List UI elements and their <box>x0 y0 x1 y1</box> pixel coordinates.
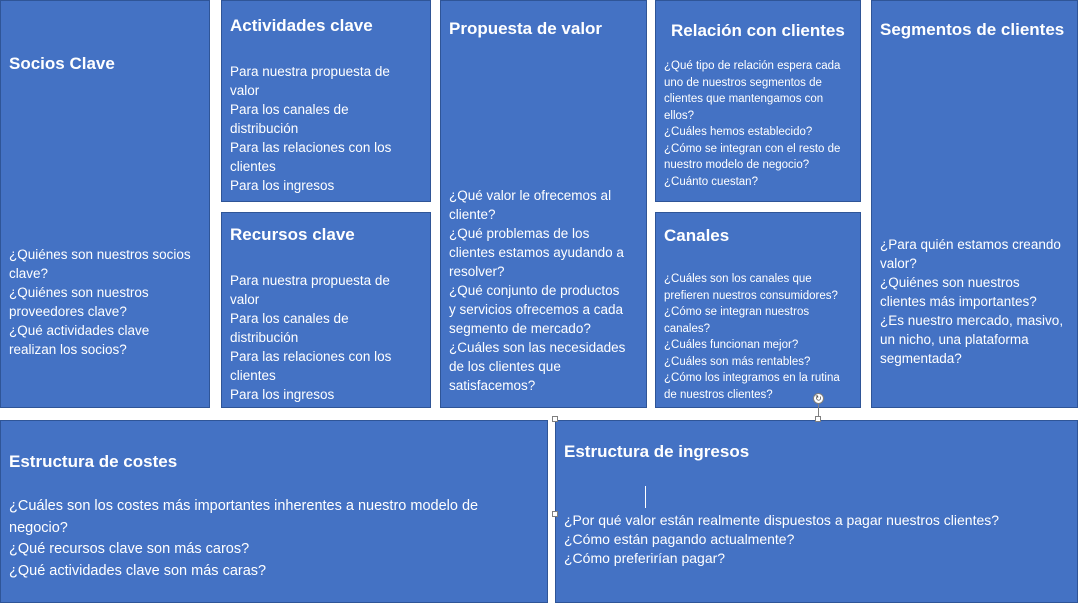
text-line: clave? <box>9 266 49 281</box>
text-line: Para los canales de <box>230 311 349 326</box>
recursos-clave-body <box>230 271 426 404</box>
text-line: ¿Qué valor le ofrecemos al <box>449 188 612 203</box>
text-line: valor <box>230 83 260 98</box>
segmentos-clientes-title: Segmentos de clientes <box>880 20 1065 39</box>
text-line: ¿Cómo se integran nuestros <box>664 306 810 318</box>
text-line: Para nuestra propuesta de <box>230 273 390 288</box>
relacion-clientes-block[interactable] <box>655 0 861 202</box>
text-line: un nicho, una plataforma <box>880 332 1029 347</box>
relacion-clientes-body <box>664 58 856 190</box>
text-line: valor <box>230 292 260 307</box>
text-line: ¿Qué problemas de los <box>449 226 590 241</box>
resize-handle-middle-left[interactable] <box>552 511 558 517</box>
propuesta-valor-body <box>449 186 642 395</box>
text-line: ¿Cómo los integramos en la rutina <box>664 372 840 384</box>
text-line: ¿Cuáles son más rentables? <box>664 355 811 368</box>
text-cursor <box>645 486 646 508</box>
text-line: clientes que mantengamos con <box>664 93 824 105</box>
text-line: Para las relaciones con los <box>230 140 392 155</box>
text-line: ¿Qué actividades clave <box>9 323 150 338</box>
text-line: Para nuestra propuesta de <box>230 64 390 79</box>
text-line: ¿Quiénes son nuestros <box>880 275 1020 290</box>
text-line: ¿Quiénes son nuestros socios <box>9 247 191 262</box>
canales-body <box>664 271 856 403</box>
text-line: clientes <box>230 159 276 174</box>
estructura-costes-block[interactable] <box>0 420 548 603</box>
text-line: ¿Qué actividades clave son más caras? <box>9 562 267 579</box>
text-line: Para los ingresos <box>230 178 335 193</box>
text-line: y servicios ofrecemos a cada <box>449 302 624 317</box>
text-line: clientes estamos ayudando a <box>449 245 624 260</box>
text-line: ¿Cómo preferirían pagar? <box>564 550 726 566</box>
text-line: canales? <box>664 322 711 335</box>
socios-clave-body <box>9 245 205 359</box>
text-line: ¿Cuáles son los costes más importantes inherentes a nuestro modelo de <box>9 498 479 514</box>
text-line: ¿Para quién estamos creando <box>880 237 1061 252</box>
text-line: ¿Cómo están pagando actualmente? <box>564 531 795 547</box>
resize-handle-top-middle[interactable] <box>815 416 821 422</box>
text-line: Para los canales de <box>230 102 349 117</box>
text-line: de nuestros clientes? <box>664 388 773 401</box>
canales-block[interactable] <box>655 212 861 408</box>
rotate-handle-icon[interactable]: ↻ <box>813 393 824 404</box>
propuesta-valor-block[interactable] <box>440 0 647 408</box>
estructura-ingresos-body <box>564 511 1073 568</box>
text-line: ¿Cuánto cuestan? <box>664 175 758 188</box>
actividades-clave-title: Actividades clave <box>230 16 373 35</box>
text-line: clientes más importantes? <box>880 294 1037 309</box>
text-line: resolver? <box>449 264 505 279</box>
text-line: segmento de mercado? <box>449 321 591 336</box>
actividades-clave-body <box>230 62 426 195</box>
socios-clave-title: Socios Clave <box>9 54 115 73</box>
text-line: negocio? <box>9 519 68 536</box>
relacion-clientes-title: Relación con clientes <box>671 21 845 40</box>
propuesta-valor-title: Propuesta de valor <box>449 19 603 38</box>
text-line: satisfacemos? <box>449 378 536 393</box>
text-line: realizan los socios? <box>9 342 127 357</box>
recursos-clave-block[interactable] <box>221 212 431 408</box>
text-line: Para las relaciones con los <box>230 349 392 364</box>
canales-title: Canales <box>664 226 730 245</box>
text-line: Para los ingresos <box>230 387 335 402</box>
text-line: prefieren nuestros consumidores? <box>664 289 838 302</box>
text-line: ¿Qué conjunto de productos <box>449 283 620 298</box>
recursos-clave-title: Recursos clave <box>230 225 355 244</box>
text-line: nuestro modelo de negocio? <box>664 159 810 171</box>
estructura-ingresos-block[interactable] <box>555 420 1078 603</box>
actividades-clave-block[interactable] <box>221 0 431 202</box>
segmentos-clientes-body <box>880 235 1073 368</box>
text-line: distribución <box>230 330 299 345</box>
text-line: ¿Qué recursos clave son más caros? <box>9 541 250 557</box>
text-line: ¿Cómo se integran con el resto de <box>664 142 841 155</box>
text-line: ¿Cuáles son las necesidades <box>449 340 626 355</box>
estructura-costes-body <box>9 496 543 582</box>
text-line: ¿Cuáles hemos establecido? <box>664 126 813 138</box>
text-line: ¿Quiénes son nuestros <box>9 285 149 300</box>
text-line: ¿Qué tipo de relación espera cada <box>664 60 841 72</box>
text-line: ¿Es nuestro mercado, masivo, <box>880 313 1064 328</box>
estructura-costes-title: Estructura de costes <box>9 452 178 471</box>
text-line: segmentada? <box>880 351 962 366</box>
text-line: de los clientes que <box>449 359 561 374</box>
socios-clave-block[interactable] <box>0 0 210 408</box>
text-line: proveedores clave? <box>9 304 127 319</box>
estructura-ingresos-title: Estructura de ingresos <box>564 442 750 461</box>
text-line: ¿Cuáles son los canales que <box>664 273 812 285</box>
text-line: valor? <box>880 256 917 271</box>
text-line: ¿Cuáles funcionan mejor? <box>664 339 799 351</box>
text-line: clientes <box>230 368 276 383</box>
segmentos-clientes-block[interactable] <box>871 0 1078 408</box>
text-line: ¿Por qué valor están realmente dispuestos a pagar nuestros clientes? <box>564 512 1000 528</box>
text-line: cliente? <box>449 207 496 222</box>
resize-handle-top-left[interactable] <box>552 416 558 422</box>
text-line: ellos? <box>664 109 695 122</box>
rotate-handle-stem <box>818 404 819 416</box>
text-line: uno de nuestros segmentos de <box>664 76 822 89</box>
text-line: distribución <box>230 121 299 136</box>
